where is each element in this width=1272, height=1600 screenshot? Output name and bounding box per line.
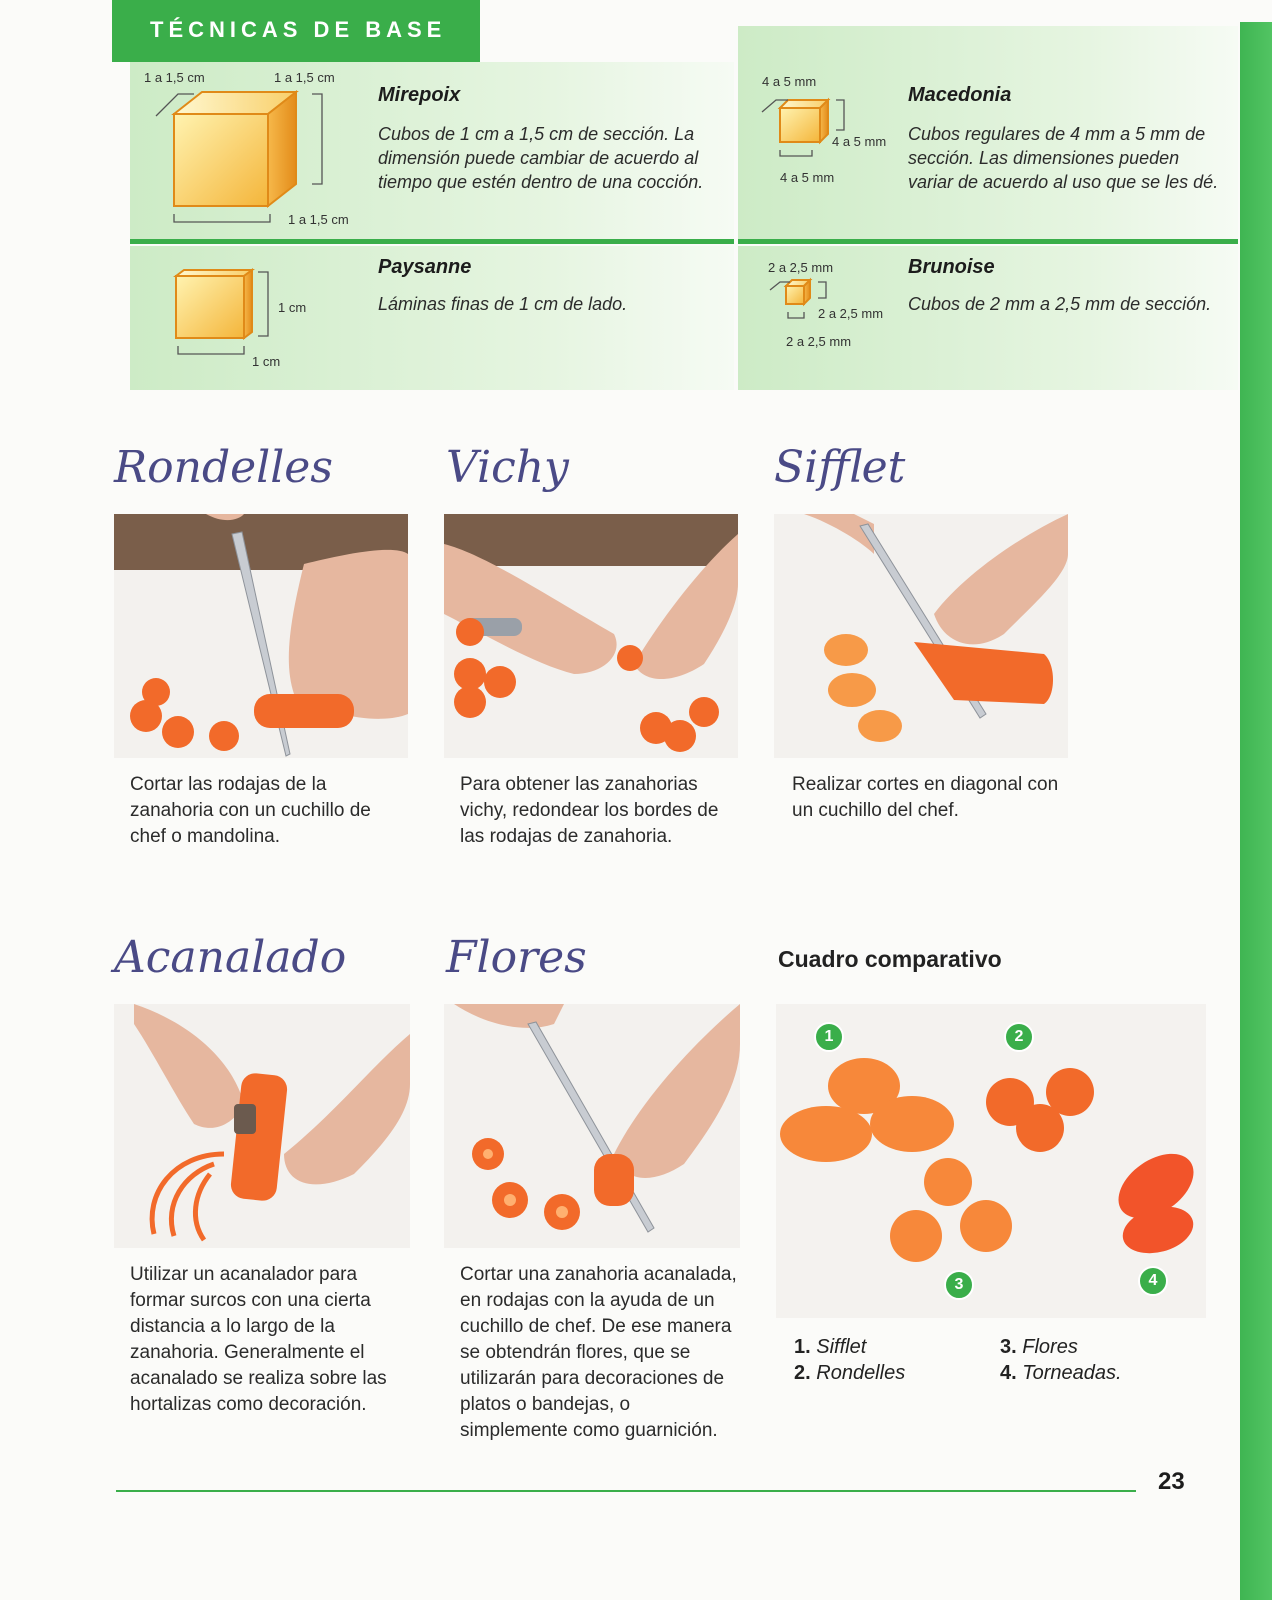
right-edge-band [1240,22,1272,1600]
sifflet-caption: Realizar cortes en diagonal con un cuchillo del chef. [792,774,1059,821]
legend-item-2: 2. Rondelles [794,1362,906,1384]
panel-divider-left [130,239,734,244]
comparison-badge-1: 1 [814,1022,844,1052]
acanalado-photo [114,1004,410,1248]
brunoise-description: Cubos de 2 mm a 2,5 mm de sección. [908,294,1212,314]
mirepoix-dim-bottom: 1 a 1,5 cm [288,212,349,227]
macedonia-title: Macedonia [908,84,1012,106]
mirepoix-dim-top-left: 1 a 1,5 cm [144,70,205,85]
macedonia-dim-bottom: 4 a 5 mm [780,170,835,185]
vichy-caption: Para obtener las zanahorias vichy, redondear los bordes de las rodajas de zanahoria. [460,774,719,847]
sifflet-title: Sifflet [774,442,906,493]
paysanne-dim-side: 1 cm [278,300,307,315]
sifflet-photo [774,514,1068,758]
section-header-tab [112,0,480,62]
flores-photo [444,1004,740,1248]
macedonia-dim-side: 4 a 5 mm [832,134,887,149]
panel-divider-right [738,239,1238,244]
legend-item-1: 1. Sifflet [794,1336,867,1358]
mirepoix-description: Cubos de 1 cm a 1,5 cm de sección. La dimensión puede cambiar de acuerdo al tiempo que estén dentro de una cocción. [378,124,704,192]
vichy-photo [444,514,738,758]
acanalado-title: Acanalado [114,932,347,983]
paysanne-title: Paysanne [378,256,472,278]
macedonia-cube-diagram [758,90,858,170]
legend-item-3: 3. Flores [1000,1336,1078,1358]
comparison-title: Cuadro comparativo [778,946,1002,972]
acanalado-caption: Utilizar un acanalador para formar surcos con una cierta distancia a lo largo de la zanahoria. Generalmente el acanalado se realiza sobre las hortalizas como decoración. [130,1264,387,1415]
brunoise-title: Brunoise [908,256,995,278]
paysanne-description: Láminas finas de 1 cm de lado. [378,294,628,314]
flores-title: Flores [446,932,587,983]
section-title: TÉCNICAS DE BASE [150,17,447,42]
comparison-badge-2: 2 [1004,1022,1034,1052]
comparison-badge-4: 4 [1138,1266,1168,1296]
paysanne-dim-bottom: 1 cm [252,354,281,369]
brunoise-dim-top: 2 a 2,5 mm [768,260,834,275]
rondelles-title: Rondelles [114,442,333,493]
brunoise-dim-bottom: 2 a 2,5 mm [786,334,852,349]
mirepoix-dim-top-right: 1 a 1,5 cm [274,70,335,85]
macedonia-dim-top: 4 a 5 mm [762,74,817,89]
footer-rule [116,1490,1136,1492]
comparison-badge-3: 3 [944,1270,974,1300]
brunoise-dim-side: 2 a 2,5 mm [818,306,884,321]
page-number: 23 [1158,1468,1185,1495]
rondelles-photo [114,514,408,758]
mirepoix-title: Mirepoix [378,84,461,106]
rondelles-caption: Cortar las rodajas de la zanahoria con un cuchillo de chef o mandolina. [130,774,371,847]
macedonia-description: Cubos regulares de 4 mm a 5 mm de sección. Las dimensiones pueden variar de acuerdo al uso que se les dé. [908,124,1219,192]
vichy-title: Vichy [446,442,569,493]
legend-item-4: 4. Torneadas. [1000,1362,1122,1384]
flores-caption: Cortar una zanahoria acanalada, en rodajas con la ayuda de un cuchillo de chef. De ese manera se obtendrán flores, que se utilizarán para decoraciones de platos o bandejas, o simplemente como guarnición. [460,1264,737,1441]
paysanne-slice-diagram [168,266,278,366]
